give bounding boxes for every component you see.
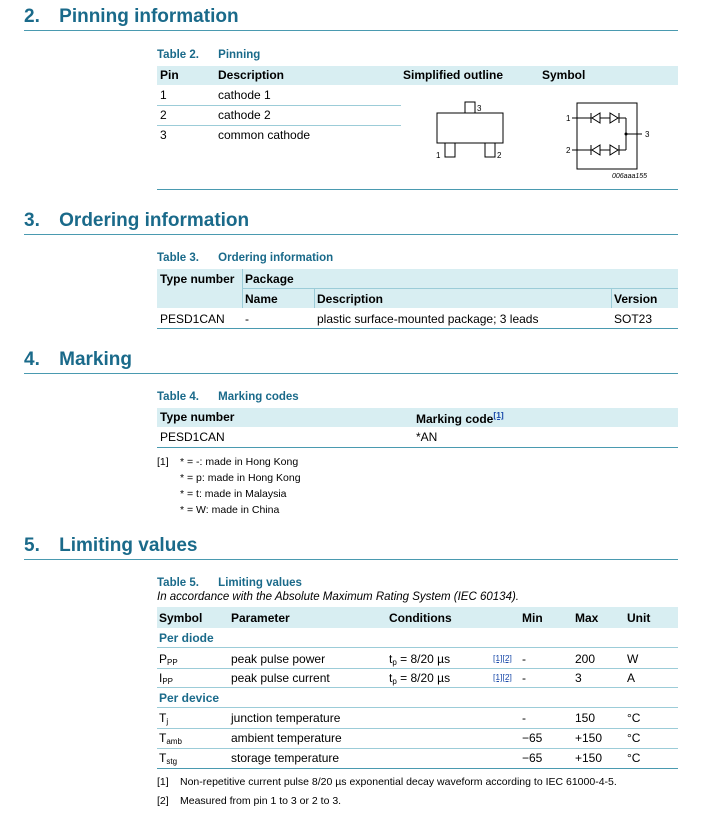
- min-cell: -: [522, 652, 526, 666]
- footnote-link[interactable]: [1]: [493, 653, 503, 663]
- header-package: Package: [245, 272, 294, 286]
- section-heading: Ordering information: [59, 210, 250, 231]
- max-cell: +150: [575, 751, 603, 765]
- header-marking-code: [416, 410, 504, 426]
- section-number: 5.: [24, 535, 40, 556]
- table-title: Pinning: [218, 49, 261, 61]
- section-heading: Marking: [59, 349, 132, 370]
- row-divider: [157, 707, 678, 708]
- footnote-text: Measured from pin 1 to 3 or 2 to 3.: [180, 795, 342, 807]
- column-divider: [314, 288, 315, 308]
- table-title: Marking codes: [218, 391, 299, 403]
- outline-pin-label: 2: [497, 151, 502, 160]
- section-number: 3.: [24, 210, 40, 231]
- min-cell: −65: [522, 731, 543, 745]
- conditions-cell: [389, 652, 450, 667]
- table-bottom-rule: [157, 447, 678, 448]
- section-heading: Limiting values: [59, 535, 198, 556]
- table-4-caption: [157, 391, 299, 403]
- section-number: 2.: [24, 6, 40, 27]
- drawing-code: 006aaa155: [612, 173, 648, 180]
- condition-symbol: t: [389, 652, 393, 666]
- row-divider: [157, 647, 678, 648]
- version-cell: SOT23: [614, 312, 653, 326]
- condition-symbol: t: [389, 671, 393, 685]
- header-description: Description: [317, 292, 384, 306]
- symbol-cell: [159, 751, 177, 766]
- table-bottom-rule: [157, 328, 678, 329]
- table-number: Table 2.: [157, 49, 199, 61]
- footnote-link[interactable]: [1]: [493, 672, 503, 682]
- table-number: Table 5.: [157, 577, 199, 589]
- section-rule: [24, 373, 678, 374]
- symbol-pin-label: 1: [566, 114, 571, 123]
- footnote-link[interactable]: [2]: [502, 653, 512, 663]
- symbol-subscript: PP: [162, 677, 174, 686]
- symbol-letter: T: [159, 751, 167, 765]
- header-outline: Simplified outline: [403, 68, 504, 82]
- max-cell: 200: [575, 652, 596, 666]
- table-title: Limiting values: [218, 577, 302, 589]
- unit-cell: W: [627, 652, 639, 666]
- section-rule: [24, 30, 678, 31]
- section-heading: Pinning information: [59, 6, 239, 27]
- symbol-letter: I: [159, 671, 163, 685]
- unit-cell: °C: [627, 731, 641, 745]
- header-pin: Pin: [160, 68, 179, 82]
- row-divider: [157, 728, 678, 729]
- symbol-pin-label: 3: [645, 130, 650, 139]
- footnote-text: * = p: made in Hong Kong: [180, 472, 301, 484]
- row-divider: [157, 125, 401, 126]
- condition-subscript: p: [392, 677, 397, 686]
- max-cell: 150: [575, 711, 596, 725]
- unit-cell: °C: [627, 711, 641, 725]
- symbol-cell: [159, 671, 173, 686]
- header-conditions: Conditions: [389, 611, 452, 625]
- header-name: Name: [245, 292, 278, 306]
- parameter-cell: junction temperature: [231, 711, 341, 725]
- type-number-cell: PESD1CAN: [160, 312, 225, 326]
- table-subtitle: In accordance with the Absolute Maximum Rating System (IEC 60134).: [157, 591, 519, 603]
- symbol-subscript: j: [166, 717, 169, 726]
- parameter-cell: peak pulse current: [231, 671, 330, 685]
- header-unit: Unit: [627, 611, 651, 625]
- header-symbol: Symbol: [542, 68, 586, 82]
- symbol-letter: T: [159, 711, 167, 725]
- symbol-subscript: PP: [167, 658, 178, 667]
- package-description-cell: plastic surface-mounted package; 3 leads: [317, 312, 539, 326]
- footnote-text: * = t: made in Malaysia: [180, 488, 287, 500]
- symbol-subscript: amb: [166, 737, 182, 746]
- symbol-letter: P: [159, 652, 168, 666]
- max-cell: 3: [575, 671, 582, 685]
- parameter-cell: storage temperature: [231, 751, 340, 765]
- diode-symbol-drawing: [562, 98, 662, 183]
- header-symbol: Symbol: [159, 611, 203, 625]
- group-heading-per-device: Per device: [159, 691, 220, 705]
- pin-description: common cathode: [218, 128, 311, 142]
- symbol-cell: [159, 652, 178, 667]
- package-name-cell: -: [245, 312, 249, 326]
- footnote-refs: [493, 669, 512, 683]
- pin-number: 1: [160, 88, 167, 102]
- header-marking-code-label: Marking code: [416, 412, 494, 426]
- header-version: Version: [614, 292, 658, 306]
- condition-equals: =: [396, 671, 411, 685]
- condition-equals: =: [396, 652, 411, 666]
- table-bottom-rule: [157, 768, 678, 769]
- section-number: 4.: [24, 349, 40, 370]
- pin-description: cathode 2: [218, 108, 271, 122]
- table-2-caption: [157, 49, 260, 61]
- header-description: Description: [218, 68, 285, 82]
- max-cell: +150: [575, 731, 603, 745]
- section-3-title: [24, 210, 249, 232]
- pin-description: cathode 1: [218, 88, 271, 102]
- sot23-outline-drawing: [425, 95, 515, 165]
- column-divider: [611, 288, 612, 308]
- footnote-number: [1]: [157, 776, 169, 788]
- min-cell: -: [522, 671, 526, 685]
- footnote-link[interactable]: [2]: [502, 672, 512, 682]
- table-number: Table 4.: [157, 391, 199, 403]
- min-cell: -: [522, 711, 526, 725]
- condition-subscript: p: [392, 658, 397, 667]
- outline-pin-label: 3: [477, 104, 482, 113]
- footnote-text: Non-repetitive current pulse 8/20 µs exponential decay waveform according to IEC 61000-4-5.: [180, 776, 617, 788]
- footnote-text: * = W: made in China: [180, 504, 280, 516]
- marking-code-cell: *AN: [416, 430, 438, 444]
- footnote-text: * = -: made in Hong Kong: [180, 456, 299, 468]
- footnote-number: [2]: [157, 795, 169, 807]
- pin-number: 3: [160, 128, 167, 142]
- symbol-letter: T: [159, 731, 167, 745]
- footnote-number: [1]: [157, 456, 169, 468]
- symbol-cell: [159, 711, 168, 726]
- section-rule: [24, 234, 678, 235]
- symbol-pin-label: 2: [566, 146, 571, 155]
- section-2-title: [24, 6, 239, 28]
- table-number: Table 3.: [157, 252, 199, 264]
- symbol-cell: [159, 731, 182, 746]
- symbol-subscript: stg: [166, 757, 178, 766]
- section-5-title: [24, 535, 197, 557]
- header-parameter: Parameter: [231, 611, 290, 625]
- header-type-number: Type number: [160, 272, 235, 286]
- footnote-refs: [493, 650, 512, 664]
- type-number-cell: PESD1CAN: [160, 430, 225, 444]
- unit-cell: A: [627, 671, 636, 685]
- condition-value: 8/20 µs: [410, 652, 451, 666]
- unit-cell: °C: [627, 751, 641, 765]
- header-type-number: Type number: [160, 410, 235, 424]
- group-heading-per-diode: Per diode: [159, 631, 214, 645]
- header-max: Max: [575, 611, 599, 625]
- condition-value: 8/20 µs: [410, 671, 451, 685]
- header-min: Min: [522, 611, 543, 625]
- section-rule: [24, 559, 678, 560]
- row-divider: [157, 748, 678, 749]
- row-divider: [157, 668, 678, 669]
- row-divider: [157, 105, 401, 106]
- footnote-link[interactable]: [1]: [493, 410, 504, 420]
- table-5-caption: [157, 577, 302, 589]
- parameter-cell: peak pulse power: [231, 652, 326, 666]
- section-4-title: [24, 349, 132, 371]
- outline-pin-label: 1: [436, 151, 441, 160]
- min-cell: −65: [522, 751, 543, 765]
- pin-number: 2: [160, 108, 167, 122]
- conditions-cell: [389, 671, 450, 686]
- table-bottom-rule: [157, 189, 678, 190]
- row-divider: [157, 687, 678, 688]
- table-3-caption: [157, 252, 333, 264]
- parameter-cell: ambient temperature: [231, 731, 342, 745]
- header-divider: [242, 288, 678, 289]
- table-title: Ordering information: [218, 252, 334, 264]
